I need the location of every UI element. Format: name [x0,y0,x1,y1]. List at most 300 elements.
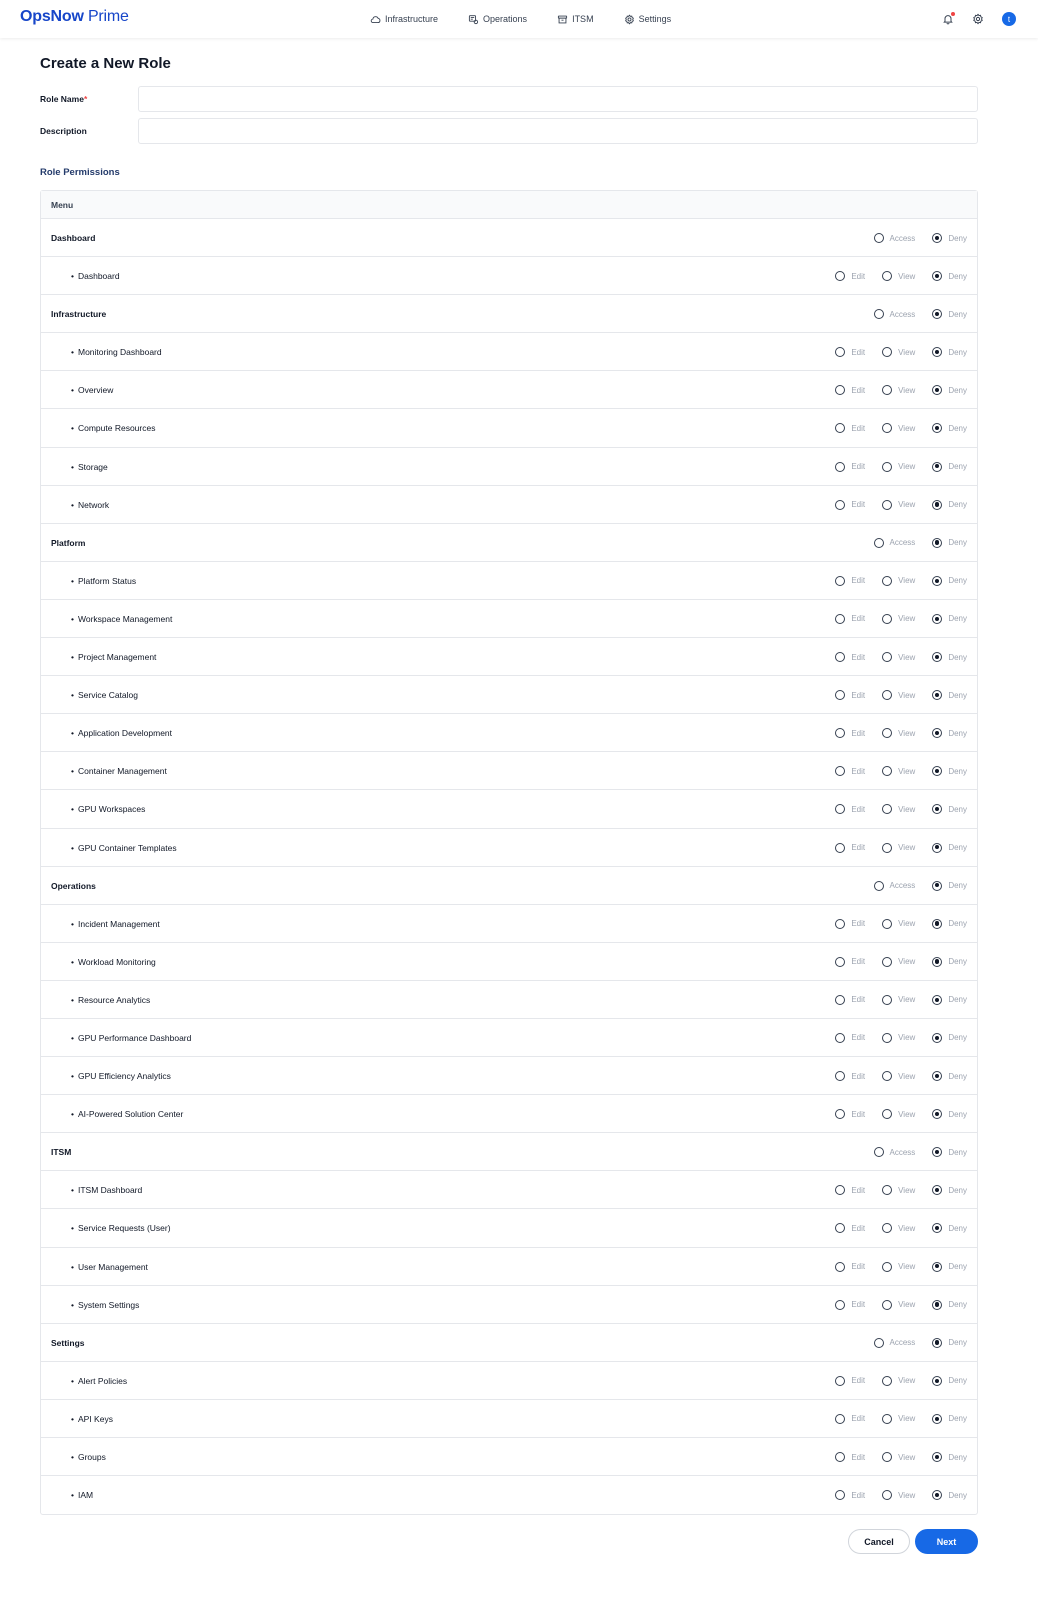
radio-button-icon[interactable] [835,1376,845,1386]
radio-button-icon[interactable] [932,423,942,433]
edit-option-label: Edit [851,347,866,357]
edit-radio-option[interactable] [835,804,865,814]
inbox-icon [557,14,568,25]
view-radio-option[interactable] [882,1109,915,1119]
radio-button-icon[interactable] [835,766,845,776]
radio-button-icon[interactable] [835,1185,845,1195]
radio-button-icon[interactable] [835,1071,845,1081]
radio-button-icon[interactable] [835,271,845,281]
radio-button-icon[interactable] [932,1071,942,1081]
radio-button-icon[interactable] [835,1262,845,1272]
edit-radio-option[interactable] [835,1223,865,1233]
deny-radio-option[interactable] [932,690,967,700]
edit-radio-option[interactable] [835,957,865,967]
view-radio-option[interactable] [882,804,915,814]
deny-radio-option[interactable] [932,1338,967,1348]
cancel-button[interactable]: Cancel [848,1529,910,1554]
permission-options [818,829,967,867]
permission-group-label: ITSM [51,1147,72,1158]
view-option-label: View [898,500,916,510]
user-avatar[interactable]: t [1002,12,1016,26]
view-radio-option[interactable] [882,690,915,700]
permission-options [818,600,967,638]
deny-option-label: Deny [948,423,967,433]
deny-radio-option[interactable] [932,804,967,814]
nav-item-itsm[interactable] [557,14,594,25]
radio-button-icon[interactable] [932,1223,942,1233]
top-navbar [0,0,1038,38]
radio-button-icon[interactable] [882,728,892,738]
permission-item-label: • API Keys [71,1400,113,1438]
edit-option-label: Edit [851,1490,866,1500]
edit-radio-option[interactable] [835,1109,865,1119]
radio-button-icon[interactable] [882,385,892,395]
radio-button-icon[interactable] [932,462,942,472]
radio-button-icon[interactable] [882,1185,892,1195]
access-radio-option[interactable] [874,1147,916,1157]
radio-button-icon[interactable] [882,766,892,776]
radio-button-icon[interactable] [874,233,884,243]
edit-radio-option[interactable] [835,1071,865,1081]
radio-button-icon[interactable] [882,1414,892,1424]
view-radio-option[interactable] [882,1300,915,1310]
radio-button-icon[interactable] [932,957,942,967]
radio-button-icon[interactable] [932,347,942,357]
deny-radio-option[interactable] [932,1300,967,1310]
radio-button-icon[interactable] [882,271,892,281]
deny-option-label: Deny [948,957,967,967]
view-option-label: View [898,843,916,852]
edit-radio-option[interactable] [835,1300,865,1310]
view-radio-option[interactable] [882,652,915,662]
permission-item-label: • Network [71,486,109,524]
deny-radio-option[interactable] [932,423,967,433]
edit-radio-option[interactable] [835,614,865,624]
radio-button-icon[interactable] [932,385,942,395]
permission-options [818,752,967,790]
notification-bell-icon[interactable] [942,13,954,25]
deny-radio-option[interactable] [932,728,967,738]
permission-options [818,943,967,981]
deny-radio-option[interactable] [932,1223,967,1233]
edit-radio-option[interactable] [835,1452,865,1462]
edit-radio-option[interactable] [835,652,865,662]
next-button[interactable]: Next [915,1529,978,1554]
permission-options [818,1209,967,1247]
view-radio-option[interactable] [882,1071,915,1081]
deny-option-label: Deny [948,385,967,395]
access-radio-option[interactable] [874,309,916,319]
deny-radio-option[interactable] [932,538,967,548]
edit-radio-option[interactable] [835,576,865,586]
radio-button-icon[interactable] [882,1033,892,1043]
radio-button-icon[interactable] [835,423,845,433]
radio-button-icon[interactable] [882,1490,892,1500]
edit-radio-option[interactable] [835,690,865,700]
view-radio-option[interactable] [882,462,915,472]
view-radio-option[interactable] [882,423,915,433]
edit-option-label: Edit [851,1452,866,1462]
radio-button-icon[interactable] [932,1185,942,1195]
permission-item-label: • GPU Workspaces [71,790,145,828]
view-option-label: View [898,1033,916,1043]
radio-button-icon[interactable] [882,1300,892,1310]
view-radio-option[interactable] [882,271,915,281]
deny-radio-option[interactable] [932,995,967,1005]
deny-radio-option[interactable] [932,843,967,853]
edit-radio-option[interactable] [835,1490,865,1500]
radio-button-icon[interactable] [932,500,942,510]
radio-button-icon[interactable] [882,995,892,1005]
view-radio-option[interactable] [882,995,915,1005]
nav-item-infrastructure[interactable] [370,14,438,25]
edit-radio-option[interactable] [835,766,865,776]
radio-button-icon[interactable] [835,1300,845,1310]
radio-button-icon[interactable] [932,881,942,891]
radio-button-icon[interactable] [882,423,892,433]
deny-radio-option[interactable] [932,1262,967,1272]
radio-button-icon[interactable] [932,309,942,319]
edit-radio-option[interactable] [835,423,865,433]
radio-button-icon[interactable] [932,1300,942,1310]
deny-option-label: Deny [948,1490,967,1500]
view-radio-option[interactable] [882,957,915,967]
nav-label: Settings [638,14,672,24]
permission-options [857,1324,967,1362]
view-radio-option[interactable] [882,1376,915,1386]
edit-option-label: Edit [851,652,866,662]
notification-dot [951,12,955,16]
edit-option-label: Edit [851,576,866,586]
deny-option-label: Deny [948,843,967,852]
edit-option-label: Edit [851,919,866,929]
deny-radio-option[interactable] [932,881,967,891]
view-option-label: View [898,385,916,395]
deny-option-label: Deny [948,766,967,776]
edit-option-label: Edit [851,1262,866,1272]
radio-button-icon[interactable] [932,843,942,853]
deny-option-label: Deny [948,1376,967,1386]
deny-radio-option[interactable] [932,614,967,624]
edit-radio-option[interactable] [835,1414,865,1424]
deny-radio-option[interactable] [932,347,967,357]
deny-option-label: Deny [948,881,967,891]
edit-radio-option[interactable] [835,728,865,738]
radio-button-icon[interactable] [882,652,892,662]
radio-button-icon[interactable] [882,919,892,929]
deny-radio-option[interactable] [932,1109,967,1119]
deny-radio-option[interactable] [932,1185,967,1195]
edit-radio-option[interactable] [835,1033,865,1043]
edit-radio-option[interactable] [835,843,865,853]
view-option-label: View [898,652,916,662]
radio-button-icon[interactable] [882,843,892,853]
radio-button-icon[interactable] [835,995,845,1005]
deny-radio-option[interactable] [932,1033,967,1043]
radio-button-icon[interactable] [835,576,845,586]
deny-radio-option[interactable] [932,1490,967,1500]
edit-radio-option[interactable] [835,1376,865,1386]
deny-radio-option[interactable] [932,462,967,472]
radio-button-icon[interactable] [932,995,942,1005]
edit-radio-option[interactable] [835,1262,865,1272]
permission-group-label: Operations [51,880,96,891]
edit-option-label: Edit [851,690,866,700]
edit-radio-option[interactable] [835,500,865,510]
view-option-label: View [898,1262,916,1272]
description-input[interactable] [138,118,978,144]
radio-button-icon[interactable] [932,766,942,776]
radio-button-icon[interactable] [882,957,892,967]
permission-options [818,1248,967,1286]
radio-button-icon[interactable] [835,500,845,510]
description-label: Description [40,126,87,136]
permissions-table [40,190,978,1515]
role-name-input[interactable] [138,86,978,112]
permission-item-label: • ITSM Dashboard [71,1171,142,1209]
permission-options [818,1095,967,1133]
view-radio-option[interactable] [882,576,915,586]
view-option-label: View [898,728,916,738]
opsnow-prime-logo[interactable]: OpsNow Prime [20,8,129,25]
edit-option-label: Edit [851,500,866,510]
permission-item-row [41,752,977,790]
radio-button-icon[interactable] [932,271,942,281]
edit-radio-option[interactable] [835,271,865,281]
permission-item-label: • Container Management [71,752,167,790]
permission-item-row [41,790,977,828]
view-option-label: View [898,766,916,776]
radio-button-icon[interactable] [835,919,845,929]
page-title: Create a New Role [40,55,171,72]
access-radio-option[interactable] [874,233,916,243]
radio-button-icon[interactable] [882,1071,892,1081]
deny-radio-option[interactable] [932,766,967,776]
radio-button-icon[interactable] [835,462,845,472]
deny-option-label: Deny [948,1223,967,1233]
radio-button-icon[interactable] [882,690,892,700]
deny-radio-option[interactable] [932,652,967,662]
radio-button-icon[interactable] [874,1147,884,1157]
deny-radio-option[interactable] [932,1414,967,1424]
deny-radio-option[interactable] [932,309,967,319]
radio-button-icon[interactable] [882,614,892,624]
permission-item-row [41,981,977,1019]
edit-radio-option[interactable] [835,385,865,395]
permission-item-label: • Monitoring Dashboard [71,333,162,371]
radio-button-icon[interactable] [932,1452,942,1462]
settings-gear-icon[interactable] [972,13,984,25]
view-radio-option[interactable] [882,500,915,510]
view-option-label: View [898,1452,916,1462]
radio-button-icon[interactable] [932,576,942,586]
radio-button-icon[interactable] [882,1452,892,1462]
permission-item-label: • Service Catalog [71,676,138,714]
permission-item-label: • Dashboard [71,257,120,295]
radio-button-icon[interactable] [882,1109,892,1119]
permission-group-row [41,524,977,562]
radio-button-icon[interactable] [835,1033,845,1043]
permission-options [818,257,967,295]
radio-button-icon[interactable] [932,233,942,243]
view-radio-option[interactable] [882,347,915,357]
deny-radio-option[interactable] [932,233,967,243]
permission-options [818,562,967,600]
view-radio-option[interactable] [882,919,915,929]
permission-item-label: • User Management [71,1248,148,1286]
edit-option-label: Edit [851,1033,866,1043]
permission-options [818,333,967,371]
radio-button-icon[interactable] [932,690,942,700]
radio-button-icon[interactable] [932,1033,942,1043]
edit-radio-option[interactable] [835,919,865,929]
radio-button-icon[interactable] [835,614,845,624]
deny-option-label: Deny [948,309,967,319]
permission-item-label: • Workspace Management [71,600,172,638]
radio-button-icon[interactable] [882,1223,892,1233]
view-radio-option[interactable] [882,385,915,395]
radio-button-icon[interactable] [835,728,845,738]
permission-options [818,486,967,524]
permission-item-label: • Resource Analytics [71,981,150,1019]
permission-item-label: • Compute Resources [71,409,155,447]
radio-button-icon[interactable] [835,1223,845,1233]
radio-button-icon[interactable] [874,881,884,891]
radio-button-icon[interactable] [882,500,892,510]
operations-icon [468,14,479,25]
view-radio-option[interactable] [882,1223,915,1233]
radio-button-icon[interactable] [835,385,845,395]
deny-radio-option[interactable] [932,385,967,395]
view-radio-option[interactable] [882,1490,915,1500]
radio-button-icon[interactable] [835,1490,845,1500]
radio-button-icon[interactable] [882,1376,892,1386]
nav-item-settings[interactable] [624,14,672,25]
deny-radio-option[interactable] [932,576,967,586]
permission-options [818,448,967,486]
permission-item-label: • Project Management [71,638,156,676]
radio-button-icon[interactable] [932,1376,942,1386]
deny-radio-option[interactable] [932,1071,967,1081]
permission-item-label: • Workload Monitoring [71,943,156,981]
edit-option-label: Edit [851,957,866,967]
radio-button-icon[interactable] [874,309,884,319]
view-radio-option[interactable] [882,728,915,738]
radio-button-icon[interactable] [882,347,892,357]
radio-button-icon[interactable] [874,1338,884,1348]
radio-button-icon[interactable] [932,804,942,814]
radio-button-icon[interactable] [932,1338,942,1348]
radio-button-icon[interactable] [835,347,845,357]
role-name-label: Role Name* [40,94,88,104]
radio-button-icon[interactable] [932,614,942,624]
deny-radio-option[interactable] [932,1452,967,1462]
radio-button-icon[interactable] [835,1452,845,1462]
radio-button-icon[interactable] [882,576,892,586]
deny-option-label: Deny [948,1147,967,1157]
permission-item-row [41,1095,977,1133]
view-radio-option[interactable] [882,1414,915,1424]
view-option-label: View [898,1223,916,1233]
radio-button-icon[interactable] [835,652,845,662]
view-radio-option[interactable] [882,843,915,853]
radio-button-icon[interactable] [932,728,942,738]
permission-item-row [41,448,977,486]
radio-button-icon[interactable] [835,843,845,853]
deny-radio-option[interactable] [932,957,967,967]
radio-button-icon[interactable] [835,1109,845,1119]
permission-item-row [41,714,977,752]
deny-option-label: Deny [948,538,967,548]
view-option-label: View [898,1071,916,1081]
radio-button-icon[interactable] [882,804,892,814]
permission-group-row [41,1133,977,1171]
deny-radio-option[interactable] [932,500,967,510]
radio-button-icon[interactable] [932,1109,942,1119]
permission-group-row [41,219,977,257]
radio-button-icon[interactable] [835,804,845,814]
radio-button-icon[interactable] [882,462,892,472]
view-option-label: View [898,919,916,929]
edit-radio-option[interactable] [835,462,865,472]
radio-button-icon[interactable] [932,919,942,929]
permission-item-label: • Incident Management [71,905,160,943]
deny-radio-option[interactable] [932,271,967,281]
deny-radio-option[interactable] [932,919,967,929]
permission-item-label: • GPU Container Templates [71,829,177,867]
radio-button-icon[interactable] [874,538,884,548]
deny-radio-option[interactable] [932,1376,967,1386]
access-radio-option[interactable] [874,1338,916,1348]
view-radio-option[interactable] [882,1185,915,1195]
view-radio-option[interactable] [882,766,915,776]
radio-button-icon[interactable] [932,1262,942,1272]
edit-option-label: Edit [851,728,866,738]
view-radio-option[interactable] [882,1452,915,1462]
nav-label: Infrastructure [385,14,439,24]
radio-button-icon[interactable] [882,1262,892,1272]
access-radio-option[interactable] [874,881,916,891]
deny-option-label: Deny [948,919,967,929]
deny-option-label: Deny [948,576,967,586]
edit-radio-option[interactable] [835,347,865,357]
radio-button-icon[interactable] [932,652,942,662]
view-radio-option[interactable] [882,614,915,624]
permission-item-row [41,943,977,981]
radio-button-icon[interactable] [932,1490,942,1500]
deny-option-label: Deny [948,1109,967,1119]
radio-button-icon[interactable] [835,1414,845,1424]
view-radio-option[interactable] [882,1033,915,1043]
view-radio-option[interactable] [882,1262,915,1272]
edit-radio-option[interactable] [835,1185,865,1195]
radio-button-icon[interactable] [835,957,845,967]
radio-button-icon[interactable] [932,538,942,548]
radio-button-icon[interactable] [932,1414,942,1424]
permission-options [818,905,967,943]
view-option-label: View [898,423,916,433]
edit-radio-option[interactable] [835,995,865,1005]
deny-option-label: Deny [948,1300,967,1310]
radio-button-icon[interactable] [835,690,845,700]
permission-options [857,295,967,333]
edit-option-label: Edit [851,271,866,281]
radio-button-icon[interactable] [932,1147,942,1157]
permissions-table-header: Menu [41,191,977,219]
access-radio-option[interactable] [874,538,916,548]
deny-radio-option[interactable] [932,1147,967,1157]
nav-item-operations[interactable] [468,14,527,25]
